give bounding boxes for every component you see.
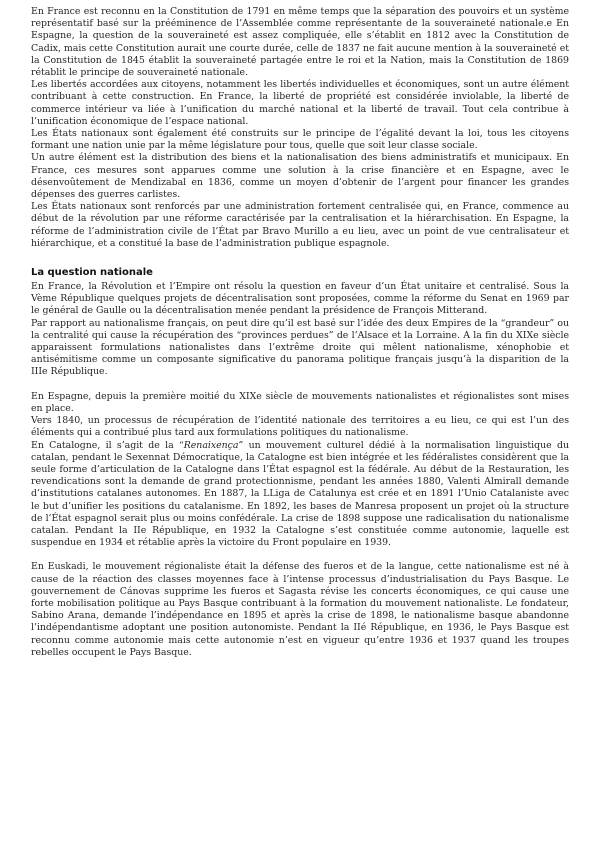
- section-heading: La question nationale: [31, 267, 153, 279]
- catalonia-text-rest: ” un mouvement culturel dédié à la normalisation linguistique du catalan, pendant le Sexennat Démocratique, la Catalogne est bien intégrée et les fédéralistes considèrent que la seule forme d’articulation de la Catalogne dans l’État espagnol est la fédérale. Au début de la Restauration, les revendications sont la demande de grand protectionnisme, pendant les années 1880, Valenti Almirall demande d’institutions catalanes autonomes. En 1887, la LLiga de Catalunya est crée et en 1891 l’Unio Catalaniste avec le but d’unifier les positions du catalanisme. En 1892, les bases de Manresa proposent un projet où la structure de l’État espagnol serait plus ou moins confédérale. La crise de 1898 suppose une radicalisation du nationalisme catalan. Pendant la IIe République, en 1932 la Catalogne s’est constituée comme autonomie, laquelle est suspendue en 1934 et rétablie après la victoire du Front populaire en 1939.: [31, 439, 569, 549]
- paragraph-french-nationalism: Par rapport au nationalisme français, on peut dire qu’il est basé sur l’idée des deux Empires de la “grandeur” ou la centralité qui cause la récupération des “provinces perdues” de l’Alsace et la Lorraine. A la fin du XIXe siècle apparaissent formulations nationalistes dans l’extrême droite qui mêlent nationalisme, xénophobie et antisémitisme comme un composante significative du panorama politique français jusqu’à la disparition de la IIIe République.: [31, 317, 569, 378]
- renaixenca-term: Renaixença: [183, 439, 239, 451]
- paragraph-distribution: Un autre élément est la distribution des biens et la nationalisation des biens administratifs et municipaux. En France, ces mesures sont apparues comme une solution à la crise financière et en Espagne, avec le désenvoûtement de Mendizabal en 1836, comme un moyen d’obtenir de l’argent pour financer les grandes dépenses des guerres carlistes.: [31, 152, 569, 201]
- paragraph-catalonia: [31, 440, 569, 550]
- paragraph-liberties: Les libertés accordées aux citoyens, notamment les libertés individuelles et économiques, sont un autre élément contribuant à cette construction. En France, la liberté de propriété est considérée inviolable, la liberté de commerce intérieur va liée à l’unification du marché national et la liberté de travail. Tout cela contribue à l’unification économique de l’espace national.: [31, 79, 569, 127]
- paragraph-euskadi: En Euskadi, le mouvement régionaliste était la défense des fueros et de la langue, cette nationalisme est né à cause de la réaction des classes moyennes face à l’intense processus d’industrialisation du Pays Basque. Le gouvernement de Cánovas supprime les fueros et Sagasta révise les concerts économiques, ce qui cause une forte mobilisation politique au Pays Basque contribuant à la formation du mouvement nationaliste. Le fondateur, Sabino Arana, demande l’indépendance en 1895 et après la crise de 1898, le nationalisme basque abandonne l’indépendantisme adoptant une position autonomiste. Pendant la IIé République, en 1936, le Pays Basque est reconnu comme autonomie mais cette autonomie n’est en vigueur qu’entre 1936 et 1937 quand les troupes rebelles occupent le Pays Basque.: [31, 561, 569, 658]
- paragraph-administration: Les États nationaux sont renforcés par une administration fortement centralisée qui, en France, commence au début de la révolution par une réforme caractérisée par la centralisation et la hiérarchisation. En Espagne, la réforme de l’administration civile de l’État par Bravo Murillo a eu lieu, avec un point de vue centralisateur et hiérarchique, et a constitué la base de l’administration publique espagnole.: [31, 201, 569, 249]
- document-page: [31, 6, 569, 659]
- paragraph-sovereignty: En France est reconnu en la Constitution de 1791 en même temps que la séparation des pouvoirs et un système représentatif basé sur la prééminence de l’Assemblée comme représentante de la souveraineté nationale.e En Espagne, la question de la souveraineté est assez compliquée, elle s’établit en 1812 avec la Constitution de Cadix, mais cette Constitution aurait une courte durée, celle de 1837 ne fait aucune mention à la souveraineté et la Constitution de 1845 établit la souveraineté partagée entre le roi et la Nation, mais la Constitution de 1869 rétablit le principe de souveraineté nationale.: [31, 6, 569, 79]
- paragraph-france-unitary: En France, la Révolution et l’Empire ont résolu la question en faveur d’un État unitaire et centralisé. Sous la Vème République quelques projets de décentralisation sont proposées, comme la réforme du Senat en 1969 par le général de Gaulle ou la décentralisation menée pendant la présidence de François Mitterand.: [31, 281, 569, 317]
- paragraph-spain-1840: Vers 1840, un processus de récupération de l’identité nationale des territoires a eu lieu, ce qui est l’un des éléments qui a contribué plus tard aux formulations politiques du nationalisme.: [31, 415, 569, 439]
- paragraph-equality: Les États nationaux sont également été construits sur le principe de l’égalité devant la loi, tous les citoyens formant une nation unie par la même législature pour tous, quelle que soit leur classe sociale.: [31, 128, 569, 152]
- paragraph-spain-movements: En Espagne, depuis la première moitié du XIXe siècle de mouvements nationalistes et régionalistes sont mises en place.: [31, 390, 569, 414]
- catalonia-text-start: En Catalogne, il s’agit de la “: [31, 439, 184, 451]
